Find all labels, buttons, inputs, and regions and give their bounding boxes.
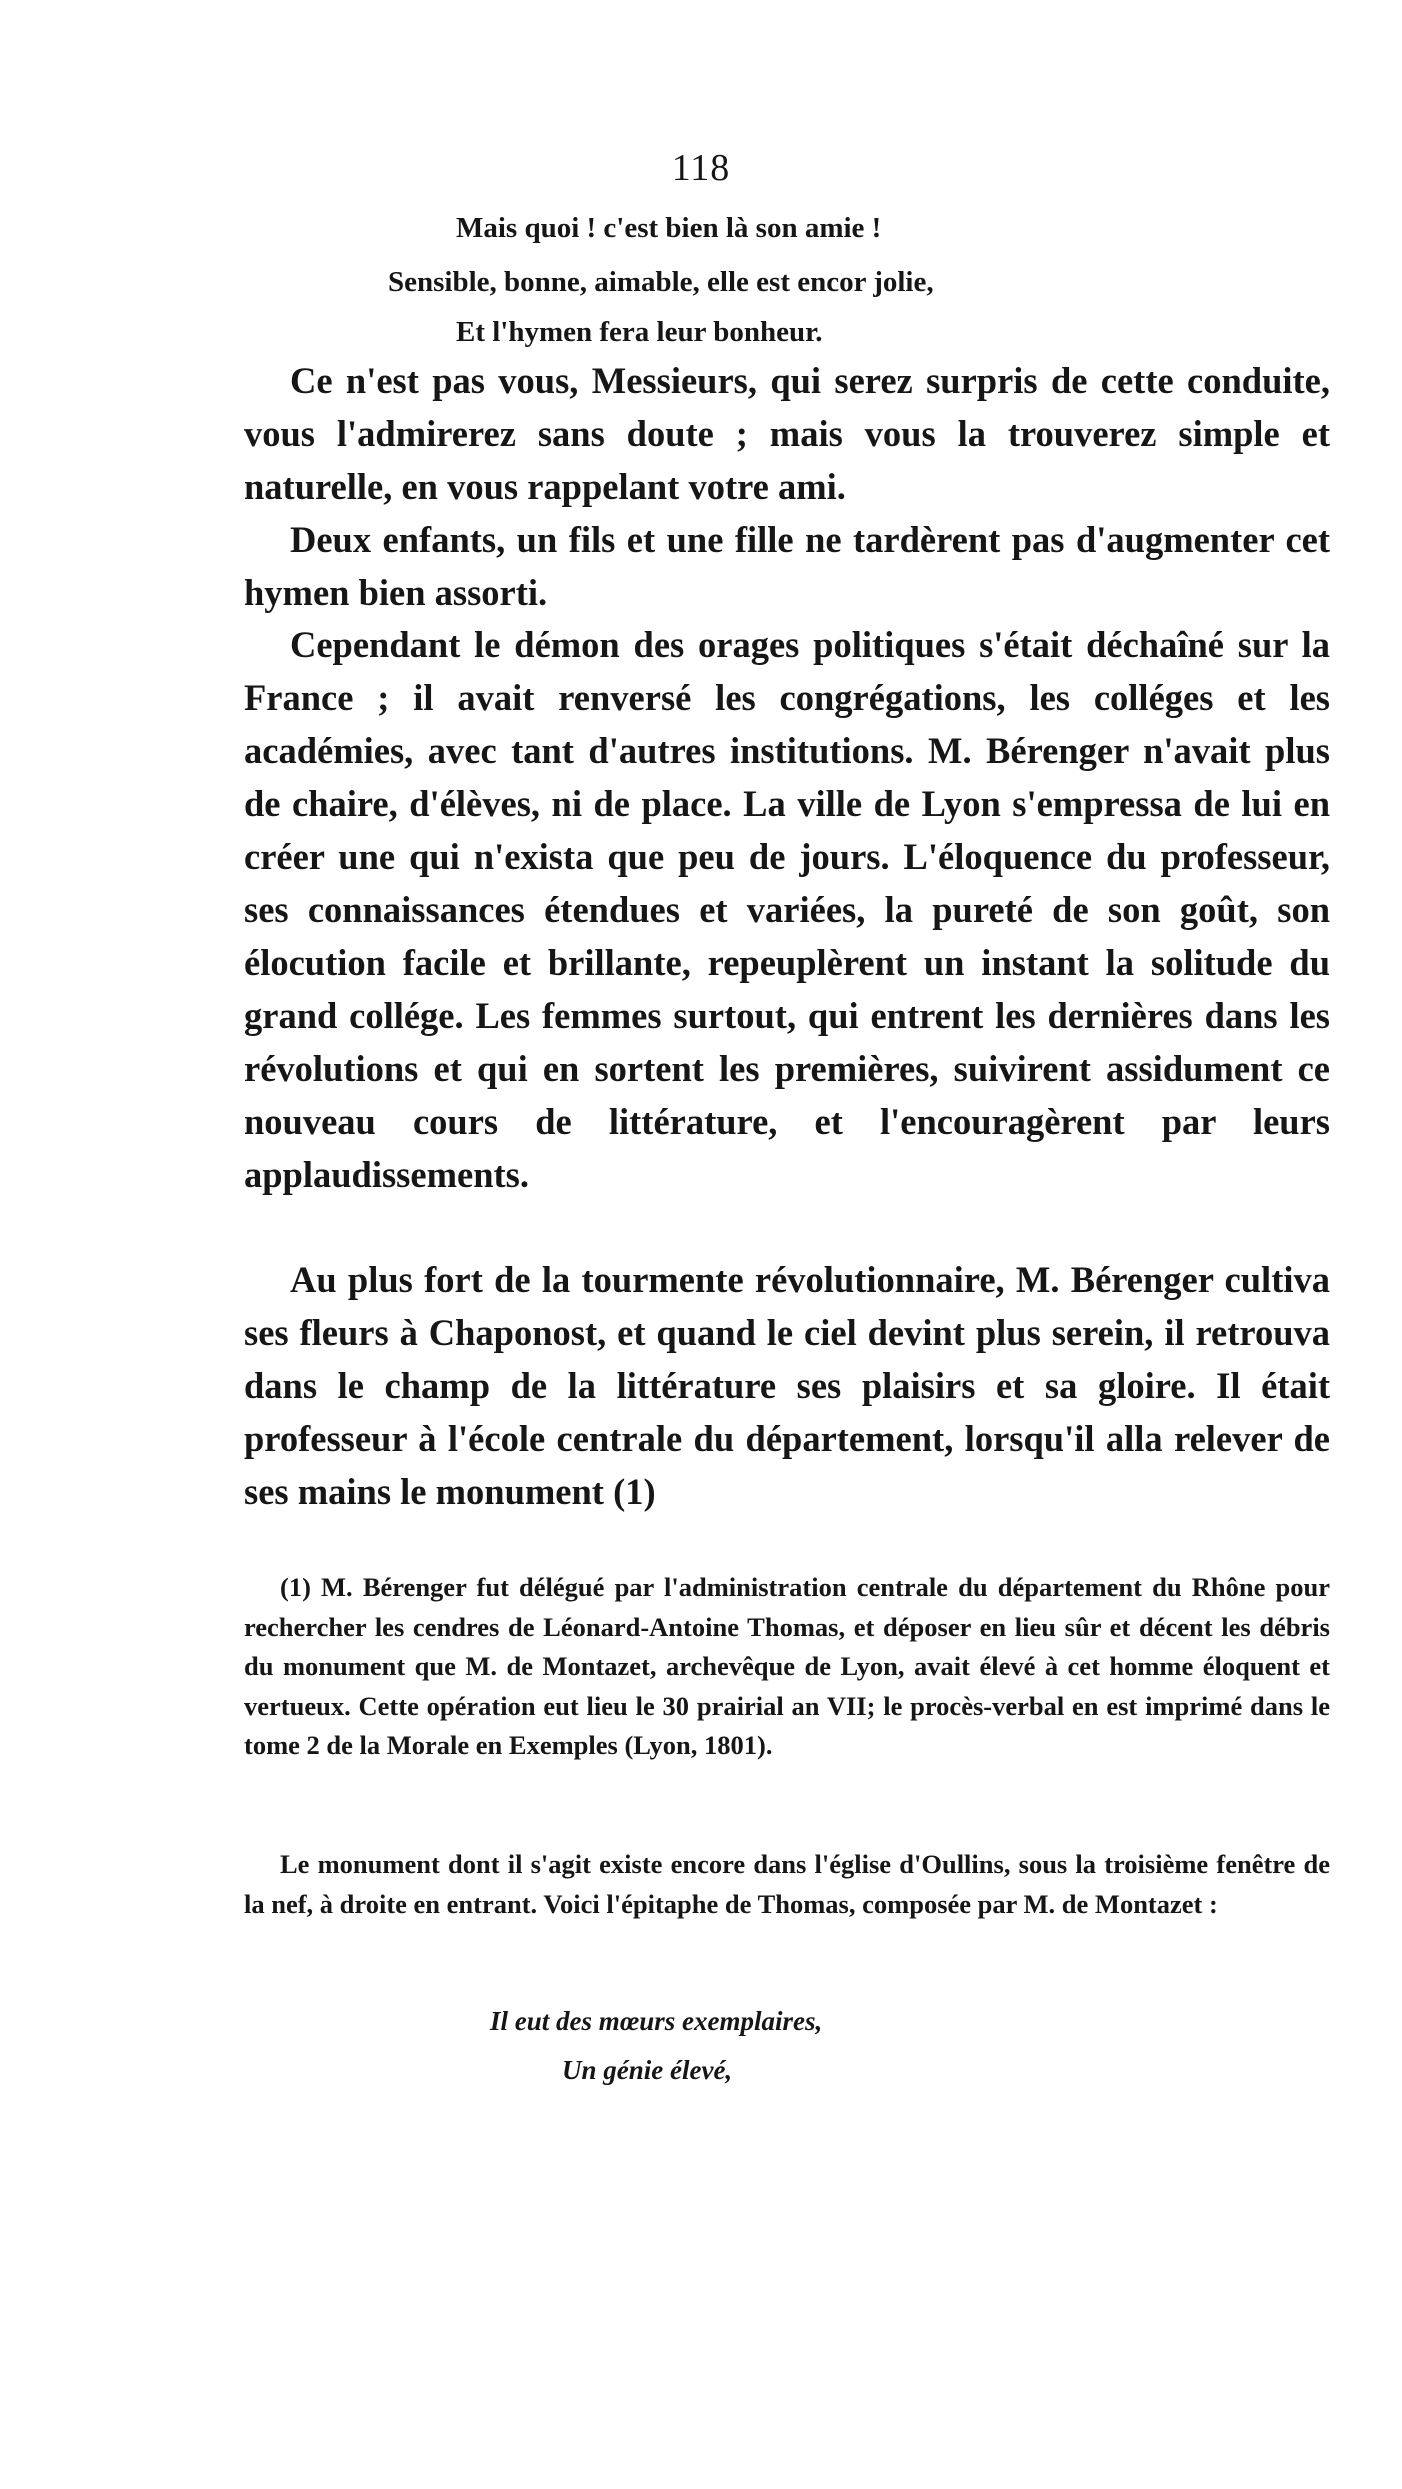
body-paragraph — [244, 354, 1330, 513]
verse-line: Et l'hymen fera leur bonheur. — [456, 316, 823, 348]
paragraph-text: Deux enfants, un fils et une fille ne tardèrent pas d'augmenter cet hymen bien assorti. — [244, 519, 1330, 613]
footnote — [244, 1845, 1330, 1924]
footnote — [244, 1568, 1330, 1766]
verse-line: Mais quoi ! c'est bien là son amie ! — [456, 212, 882, 244]
paragraph-text: Au plus fort de la tourmente révolutionnaire, M. Bérenger cultiva ses fleurs à Chaponost, et quand le ciel devint plus serein, il retrouva dans le champ de la littérature ses plaisirs et sa gloire. Il était professeur à l'école centrale du département, lorsqu'il alla relever de ses mains le monument (1) — [244, 1259, 1330, 1512]
paragraph-text: Ce n'est pas vous, Messieurs, qui serez surpris de cette conduite, vous l'admirerez sans doute ; mais vous la trouverez simple et naturelle, en vous rappelant votre ami. — [244, 360, 1330, 507]
footnote-text: (1) M. Bérenger fut délégué par l'administration centrale du département du Rhône pour rechercher les cendres de Léonard-Antoine Thomas, et déposer en lieu sûr et décent les débris du monument que M. de Montazet, archevêque de Lyon, avait élevé à cet homme éloquent et vertueux. Cette opération eut lieu le 30 prairial an VII; le procès-verbal en est imprimé dans le tome 2 de la Morale en Exemples (Lyon, 1801). — [244, 1572, 1330, 1760]
verse-line: Sensible, bonne, aimable, elle est encor jolie, — [388, 266, 934, 298]
body-paragraph — [244, 618, 1330, 1201]
paragraph-text: Cependant le démon des orages politiques s'était déchaîné sur la France ; il avait renversé les congrégations, les colléges et les académies, avec tant d'autres institutions. M. Bérenger n'avait plus de chaire, d'élèves, ni de place. La ville de Lyon s'empressa de lui en créer une qui n'exista que peu de jours. L'éloquence du professeur, ses connaissances étendues et variées, la pureté de son goût, son élocution facile et brillante, repeuplèrent un instant la solitude du grand collége. Les femmes surtout, qui entrent les dernières dans les révolutions et qui en sortent les premières, suivirent assidument ce nouveau cours de littérature, et l'encouragèrent par leurs applaudissements. — [244, 624, 1330, 1195]
epitaph-line: Il eut des mœurs exemplaires, — [490, 2006, 823, 2036]
body-paragraph — [244, 513, 1330, 619]
page-number: 118 — [671, 147, 731, 189]
epitaph-line: Un génie élevé, — [562, 2055, 733, 2085]
footnote-text: Le monument dont il s'agit existe encore dans l'église d'Oullins, sous la troisième fenêtre de la nef, à droite en entrant. Voici l'épitaphe de Thomas, composée par M. de Montazet : — [244, 1849, 1330, 1919]
body-paragraph — [244, 1253, 1330, 1518]
